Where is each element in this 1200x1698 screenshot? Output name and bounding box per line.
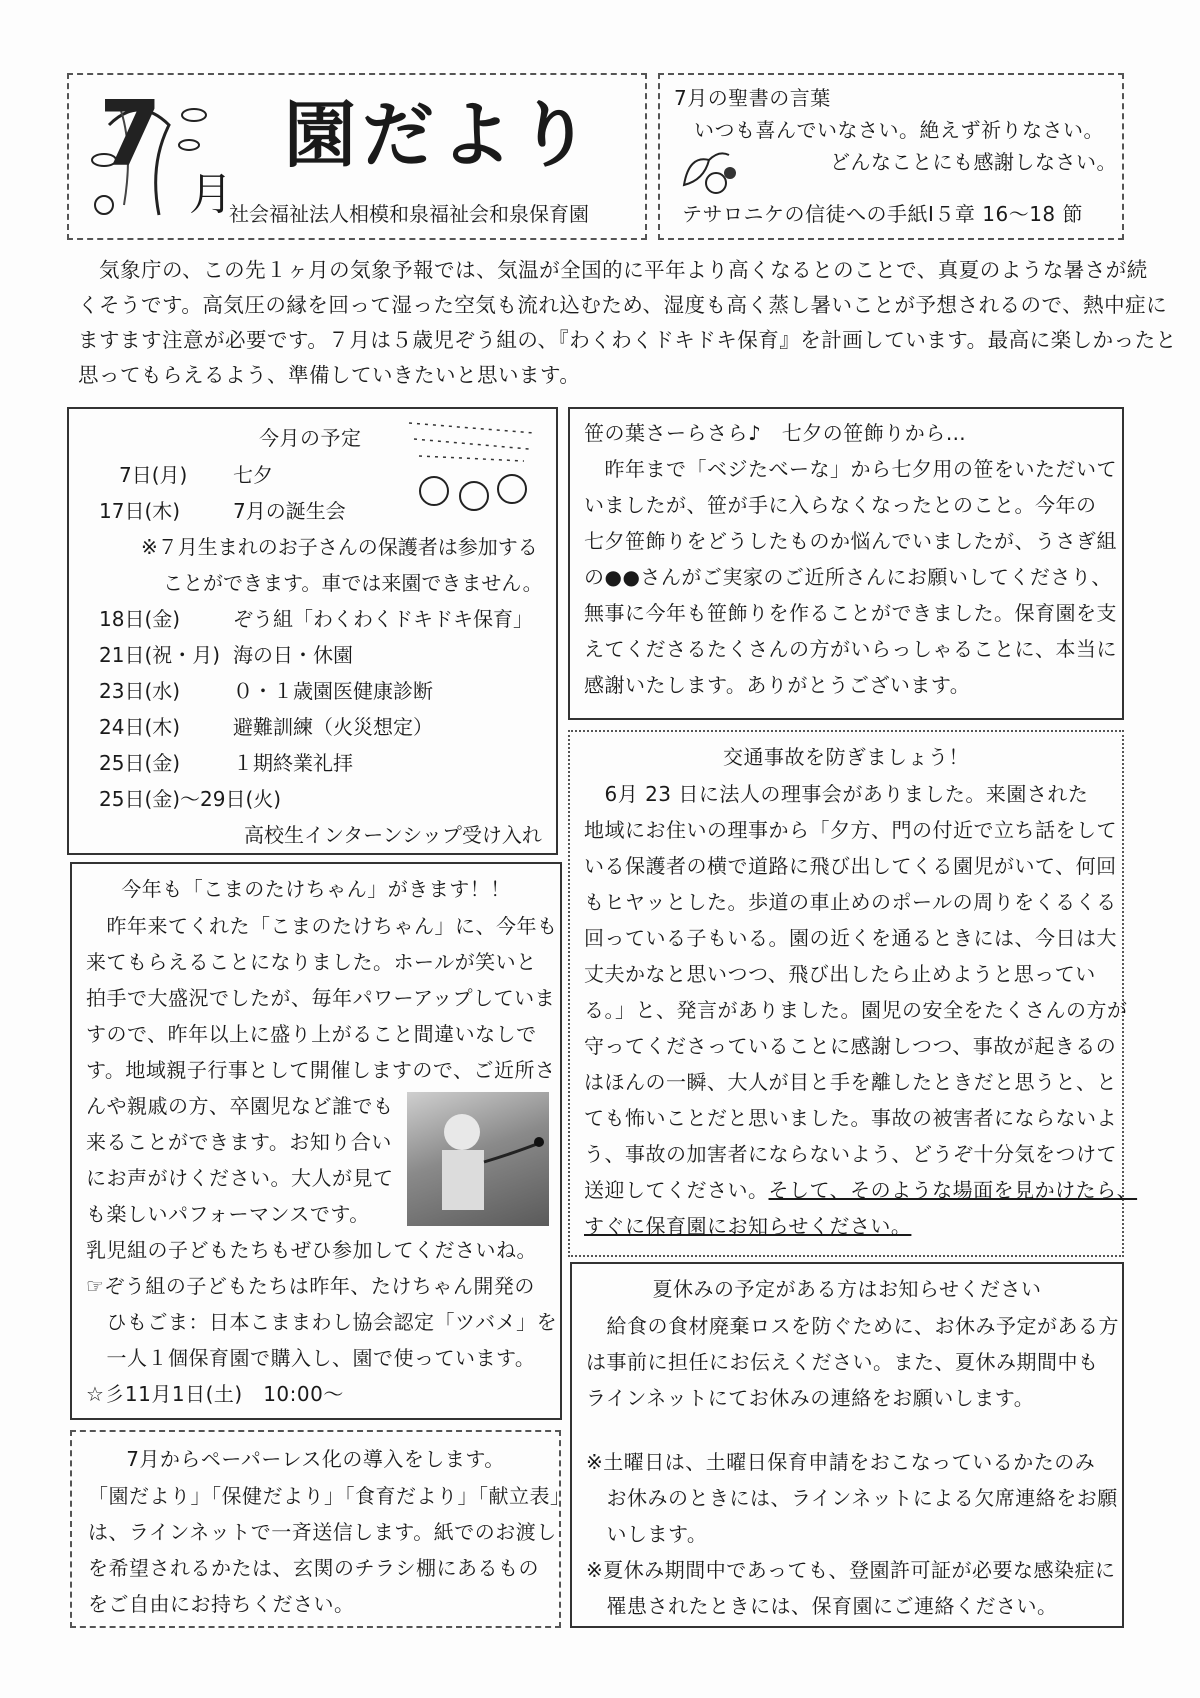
schedule-date: 25日(金): [99, 751, 181, 775]
tanabata-box: [568, 407, 1124, 720]
traffic-line: 回っている子もいる。園の近くを通るときには、今日は大: [584, 926, 1117, 950]
traffic-box: [568, 730, 1138, 1257]
koma-box: [70, 862, 562, 1420]
schedule-item: [99, 601, 543, 637]
summer-heading: 夏休みの予定がある方はお知らせください: [652, 1277, 1042, 1301]
tanabata-line: いましたが、笹が手に入らなくなったとのこと。今年の: [584, 493, 1097, 517]
koma-line: ひもごま：日本こままわし協会認定「ツバメ」を: [86, 1310, 558, 1334]
tanabata-content: [584, 415, 1117, 703]
traffic-line: る。」と、発言がありました。園児の安全をたくさんの方が: [584, 998, 1128, 1022]
summer-note: ※夏休み期間中であっても、登園許可証が必要な感染症に: [586, 1558, 1116, 1582]
bible-heading: 7月の聖書の言葉: [674, 86, 831, 110]
schedule-item: [99, 493, 543, 529]
traffic-line: う、事故の加害者にならないよう、どうぞ十分気をつけて: [584, 1142, 1117, 1166]
traffic-line: 丈夫かなと思いつつ、飛び出したら止めようと思ってい: [584, 962, 1096, 986]
month-digit: 7: [99, 82, 162, 187]
koma-line: んや親戚の方、卒園児など誰でも: [86, 1094, 394, 1118]
traffic-call-to-action: そして、そのような場面を見かけたら、: [768, 1178, 1138, 1202]
koma-line: 一人１個保育園で購入し、園で使っています。: [86, 1346, 536, 1370]
paperless-box: [70, 1430, 571, 1628]
koma-line: 拍手で大盛況でしたが、毎年パワーアップしていま: [86, 986, 556, 1010]
fruit-icon: [674, 145, 744, 205]
schedule-item: [99, 457, 543, 493]
tanabata-line: 感謝いたします。ありがとうございます。: [584, 673, 971, 697]
koma-line: 昨年来てくれた「こまのたけちゃん」に、今年も: [86, 914, 558, 938]
traffic-content: [584, 776, 1137, 1244]
tanabata-line: 昨年まで「ベジたべーな」から七夕用の笹をいただいて: [584, 457, 1117, 481]
organization-name: 社会福祉法人相模和泉福祉会和泉保育園: [229, 202, 589, 226]
traffic-line: もヒヤッとした。歩道の車止めのポールの周りをくるくる: [584, 890, 1117, 914]
schedule-range-event: 高校生インターンシップ受け入れ: [244, 823, 542, 847]
koma-date: ☆彡11月1日(土) 10:00～: [86, 1382, 344, 1406]
schedule-event: ぞう組「わくわくドキドキ保育」: [233, 607, 533, 631]
summer-line: 給食の食材廃棄ロスを防ぐために、お休み予定がある方: [586, 1314, 1119, 1338]
schedule-date: 23日(水): [99, 679, 181, 703]
schedule-event: 避難訓練（火災想定）: [233, 715, 433, 739]
schedule-date: 18日(金): [99, 607, 181, 631]
summer-line: は事前に担任にお伝えください。また、夏休み期間中も: [586, 1350, 1099, 1374]
paperless-content: [88, 1478, 571, 1622]
bible-line-1: いつも喜んでいなさい。絶えず祈りなさい。: [694, 118, 1104, 142]
koma-line: すので、昨年以上に盛り上がること間違いなしで: [86, 1022, 537, 1046]
schedule-item: [99, 745, 543, 781]
traffic-call-to-action: すぐに保育園にお知らせください。: [584, 1214, 912, 1238]
paperless-line: を希望されるかたは、玄関のチラシ棚にあるもの: [88, 1556, 539, 1580]
paperless-heading: 7月からペーパーレス化の導入をします。: [126, 1447, 505, 1471]
summer-line: ラインネットにてお休みの連絡をお願いします。: [586, 1386, 1035, 1410]
page-title: 園だより: [284, 93, 597, 177]
intro-paragraph: [78, 253, 1177, 393]
koma-line: 来ることができます。お知り合い: [86, 1130, 392, 1154]
schedule-item: [99, 709, 543, 745]
traffic-last-plain: 送迎してください。: [584, 1178, 769, 1202]
intro-line: 思ってもらえるよう、準備していきたいと思います。: [78, 363, 581, 387]
paperless-line: は、ラインネットで一斉送信します。紙でのお渡し: [88, 1520, 557, 1544]
intro-line: くそうです。高気圧の縁を回って湿った空気も流れ込むため、湿度も高く蒸し暑いことが予想されるので、熱中症に: [78, 293, 1168, 317]
traffic-line: ても怖いことだと思いました。事故の被害者にならないよ: [584, 1106, 1117, 1130]
performer-photo: [407, 1092, 549, 1226]
schedule-event: １期終業礼拝: [233, 751, 353, 775]
schedule-heading: 今月の予定: [259, 426, 362, 450]
traffic-line: 守ってくださっていることに感謝しつつ、事故が起きるの: [584, 1034, 1117, 1058]
koma-heading: 今年も「こまのたけちゃん」がきます！！: [121, 877, 511, 901]
header-box: [67, 73, 647, 240]
schedule-event: 7月の誕生会: [233, 499, 346, 523]
schedule-event: ０・１歳園医健康診断: [233, 679, 433, 703]
traffic-line: 6月 23 日に法人の理事会がありました。来園された: [584, 782, 1089, 806]
month-kanji: 月: [189, 169, 233, 220]
schedule-event: 七夕: [233, 463, 273, 487]
summer-note: いします。: [586, 1522, 708, 1546]
bible-source: テサロニケの信徒への手紙Ⅰ５章 16～18 節: [682, 202, 1084, 226]
schedule-list: [99, 457, 543, 853]
schedule-date: 7日(月): [99, 463, 188, 487]
schedule-date: 21日(祝・月): [99, 643, 221, 667]
koma-line: す。地域親子行事として開催しますので、ご近所さ: [86, 1058, 556, 1082]
summer-box: [570, 1262, 1124, 1628]
schedule-range-date: 25日(金)～29日(火): [99, 787, 282, 811]
traffic-heading: 交通事故を防ぎましょう！: [723, 745, 969, 769]
summer-content: [586, 1308, 1119, 1416]
summer-note: ※土曜日は、土曜日保育申請をおこなっているかたのみ: [586, 1450, 1096, 1474]
koma-line: も楽しいパフォーマンスです。: [86, 1202, 370, 1226]
bible-line-2: どんなことにも感謝しなさい。: [830, 150, 1117, 174]
koma-line: 来てもらえることになりました。ホールが笑いと: [86, 950, 537, 974]
bible-verse-box: [658, 73, 1124, 240]
koma-line: にお声がけください。大人が見て: [86, 1166, 394, 1190]
traffic-line: いる保護者の横で道路に飛び出してくる園児がいて、何回: [584, 854, 1117, 878]
tanabata-line: 七夕笹飾りをどうしたものか悩んでいましたが、うさぎ組: [584, 529, 1117, 553]
summer-note: お休みのときには、ラインネットによる欠席連絡をお願: [586, 1486, 1118, 1510]
traffic-line: [584, 1172, 1137, 1208]
schedule-date: 17日(木): [99, 499, 181, 523]
intro-line: ますます注意が必要です。７月は５歳児ぞう組の、『わくわくドキドキ保育』を計画しています。最高に楽しかったと: [78, 328, 1177, 352]
koma-line: 乳児組の子どもたちもぜひ参加してくださいね。: [86, 1238, 537, 1262]
tanabata-line: の●●さんがご実家のご近所さんにお願いしてくださり、: [584, 565, 1112, 589]
paperless-line: 「園だより」「保健だより」「食育だより」「献立表」: [88, 1484, 571, 1508]
schedule-note: ※７月生まれのお子さんの保護者は参加する: [141, 535, 538, 559]
intro-line: 気象庁の、この先１ヶ月の気象予報では、気温が全国的に平年より高くなるとのことで、真夏のような暑さが続: [78, 258, 1148, 282]
tanabata-line: 無事に今年も笹飾りを作ることができました。保育園を支: [584, 601, 1117, 625]
summer-notes: [586, 1444, 1118, 1624]
schedule-item: [99, 673, 543, 709]
schedule-box: [67, 407, 558, 855]
paperless-line: をご自由にお持ちください。: [88, 1592, 355, 1616]
schedule-event: 海の日・休園: [233, 643, 353, 667]
traffic-line: はほんの一瞬、大人が目と手を離したときだと思うと、と: [584, 1070, 1117, 1094]
summer-note: 罹患されたときには、保育園にご連絡ください。: [586, 1594, 1058, 1618]
traffic-line: 地域にお住いの理事から「夕方、門の付近で立ち話をして: [584, 818, 1117, 842]
schedule-item: [99, 637, 543, 673]
koma-line: ☞ぞう組の子どもたちは昨年、たけちゃん開発の: [86, 1274, 535, 1298]
schedule-date: 24日(木): [99, 715, 181, 739]
tanabata-line: えてくださるたくさんの方がいらっしゃることに、本当に: [584, 637, 1117, 661]
tanabata-heading: 笹の葉さーらさら♪ 七夕の笹飾りから…: [584, 421, 967, 445]
schedule-note: ことができます。車では来園できません。: [163, 571, 543, 595]
